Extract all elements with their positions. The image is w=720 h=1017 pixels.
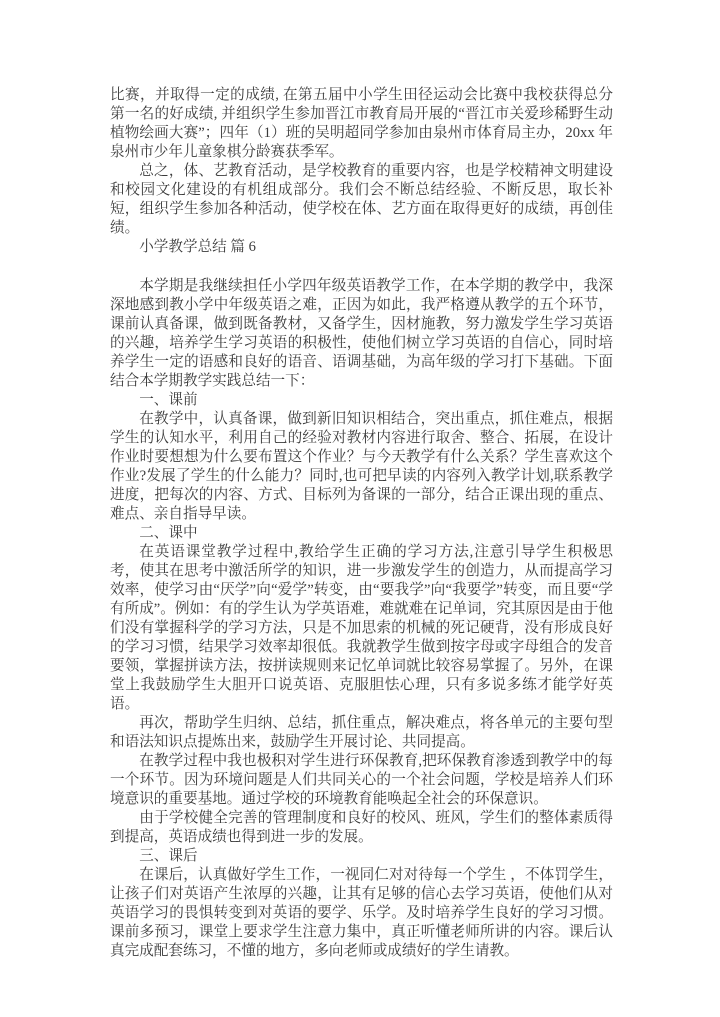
sub-heading: 一、课前 [139, 392, 198, 408]
paragraph: 在课后，认真做好学生工作，一视同仁对对待每一个学生 ，不体罚学生，让孩子们对英语产生浓厚的兴趣，让其有足够的信心去学习英语，使他们从对英语学习的畏惧转变到对英语的要学、乐学。及时培养学生良好的学习习惯。课前多预习，课堂上要求学生注意力集中，真正听懂老师所讲的内容。课后认真完成配套练习，不懂的地方，多向老师或成绩好的学生请教。 [110, 867, 613, 959]
paragraph: 在教学中，认真备课，做到新旧知识相结合，突出重点，抓住难点，根据学生的认知水平，利用自己的经验对教材内容进行取舍、整合、拓展，在设计作业时要想想为什么要布置这个作业？与今天教学有什么关系？学生喜欢这个作业?发展了学生的什么能力？同时,也可把早读的内容列入教学计划,联系教学进度，把每次的内容、方式、目标列为备课的一部分，结合正课出现的重点、难点、亲自指导早读。 [110, 411, 613, 522]
paragraph: 在教学过程中我也极积对学生进行环保教育,把环保教育渗透到教学中的每一个环节。因为环境问题是人们共同关心的一个社会问题，学校是培养人们环境意识的重要基地。通过学校的环境教育能唤起全社会的环保意识。 [110, 753, 613, 807]
section-heading: 小学教学总结 篇 6 [139, 239, 256, 255]
sub-heading: 三、课后 [139, 848, 198, 864]
paragraph: 再次，帮助学生归纳、总结，抓住重点，解决难点，将各单元的主要句型和语法知识点提炼出来，鼓励学生开展讨论、共同提高。 [110, 715, 613, 750]
paragraph: 由于学校健全完善的管理制度和良好的校风、班风，学生们的整体素质得到提高，英语成绩也得到进一步的发展。 [110, 810, 613, 845]
document-body [110, 86, 613, 961]
paragraph: 本学期是我继续担任小学四年级英语教学工作，在本学期的教学中，我深深地感到教小学中年级英语之难，正因为如此，我严格遵从教学的五个环节，课前认真备课，做到既备教材，又备学生，因材施教，努力激发学生学习英语的兴趣，培养学生学习英语的积极性，使他们树立学习英语的自信心，同时培养学生一定的语感和良好的语音、语调基础，为高年级的学习打下基础。下面结合本学期教学实践总结一下： [110, 278, 613, 389]
paragraph: 总之，体、艺教育活动，是学校教育的重要内容，也是学校精神文明建设和校园文化建设的有机组成部分。我们会不断总结经验、不断反思，取长补短，组织学生参加各种活动，使学校在体、艺方面在取得更好的成绩，再创佳绩。 [110, 163, 613, 236]
sub-heading: 二、课中 [139, 525, 198, 541]
paragraph: 比赛，并取得一定的成绩, 在第五届中小学生田径运动会比赛中我校获得总分第一名的好成绩, 并组织学生参加晋江市教育局开展的“晋江市关爱珍稀野生动植物绘画大赛”；四年（1）班的吴明超同学参加由泉州市体育局主办，20xx 年泉州市少年儿童象棋分龄赛获季军。 [110, 87, 613, 160]
paragraph: 在英语课堂教学过程中,教给学生正确的学习方法,注意引导学生积极思考，使其在思考中激活所学的知识，进一步激发学生的创造力，从而提高学习效率，使学习由“厌学”向“爱学”转变，由“要我学”向“我要学”转变，而且要“学有所成”。例如：有的学生认为学英语难，难就难在记单词，究其原因是由于他们没有掌握科学的学习方法，只是不加思索的机械的死记硬背，没有形成良好的学习习惯，结果学习效率却很低。我就教学生做到按字母或字母组合的发音要领，掌握拼读方法，按拼读规则来记忆单词就比较容易掌握了。另外，在课堂上我鼓励学生大胆开口说英语、克服胆怯心理，只有多说多练才能学好英语。 [110, 544, 613, 712]
